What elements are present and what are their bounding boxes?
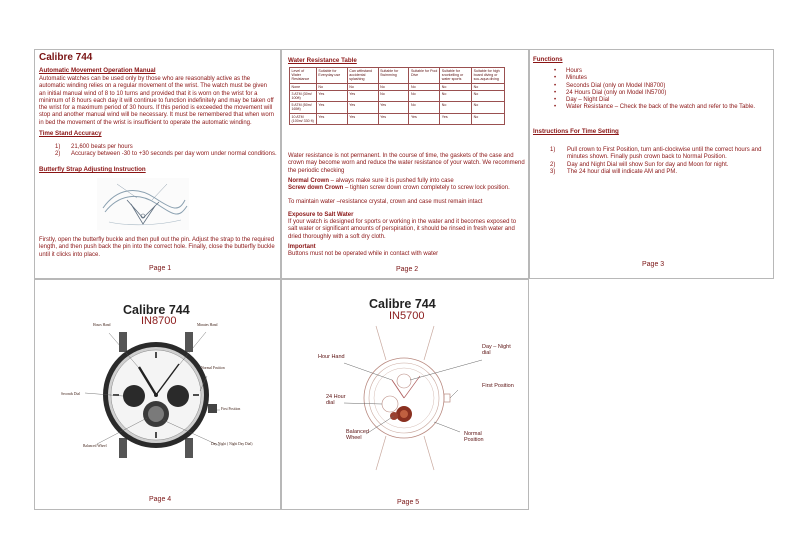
instruction-num: 2) <box>550 161 556 168</box>
label-seconds-dial: Seconds Dial <box>61 392 81 396</box>
page-5-model: IN5700 <box>389 310 425 322</box>
table-header-row <box>290 68 505 84</box>
instruction-item <box>550 169 768 176</box>
table-cell: No <box>378 83 409 90</box>
accuracy-item-text: 21,600 beats per hours <box>71 144 133 150</box>
table-header-cell: Can withstand accidental splashing <box>347 68 378 84</box>
table-row <box>290 113 505 124</box>
table-header-cell: Level of Water Resistance <box>290 68 317 84</box>
screw-crown-text: – tighten screw down crown completely to screw lock position. <box>343 185 510 191</box>
page-5-title: Calibre 744 <box>369 297 436 311</box>
function-item-text: Hours <box>566 68 583 74</box>
table-cell: No <box>440 102 472 113</box>
auto-movement-text: Automatic watches can be used only by those who are reasonably active as the automatic winding relies on a regular movement of the wrist. The watch must be given an initial manual wind of 8 to 10 turns and provided that it is worn on the wrist for a minimum of 8 hours each day it will continue to function indefinitely and may be taken off the wrist for a maximum period of 30 hours. If this period is exceeded the movement will stop and another manual wind will be necessary. It must be remembered that when worn in bed the movement of the wrist is insufficient to operate the automatic winding. <box>39 76 275 126</box>
table-cell: No <box>440 90 472 101</box>
table-cell: No <box>378 90 409 101</box>
functions-list <box>554 68 772 112</box>
list-item <box>554 68 772 75</box>
table-cell: No <box>472 90 505 101</box>
important-text: Buttons must not be operated while in contact with water <box>288 251 439 257</box>
instruction-text: The 24 hour dial will indicate AM and PM. <box>567 168 678 175</box>
function-item-text: Water Resistance – Check the back of the watch and refer to the Table. <box>566 104 756 111</box>
accuracy-item-text: Accuracy between -30 to +30 seconds per day worn under normal conditions. <box>71 151 277 158</box>
table-cell: No <box>440 83 472 90</box>
time-setting-list <box>550 147 768 176</box>
instruction-num: 3) <box>550 168 556 175</box>
page-1-title: Calibre 744 <box>39 52 93 63</box>
page-1 <box>34 49 281 279</box>
table-header-cell: Suitable for Pool Dive <box>409 68 440 84</box>
salt-water-heading: Exposure to Salt Water <box>288 212 354 218</box>
table-cell: Yes <box>378 102 409 113</box>
table-header-cell: Suitable for snorkelling or water sports <box>440 68 472 84</box>
list-item <box>554 104 772 111</box>
table-cell: No <box>409 102 440 113</box>
important-heading: Important <box>288 244 316 250</box>
table-cell: No <box>472 113 505 124</box>
screw-crown-line <box>288 185 526 192</box>
water-resistance-table <box>289 67 505 125</box>
label-balanced-wheel: Balanced Wheel <box>346 429 369 441</box>
table-cell: 10 ATM (100m/ 330 ft) <box>290 113 317 124</box>
table-row <box>290 90 505 101</box>
table-cell: Yes <box>409 113 440 124</box>
bullet-icon: • <box>554 68 557 74</box>
table-header-cell: Suitable for high board diving or scu-aqua diving <box>472 68 505 84</box>
table-cell: No <box>472 83 505 90</box>
table-cell: Yes <box>316 113 347 124</box>
label-24-hour-dial: 24 Hour dial <box>326 394 346 406</box>
table-header-cell: Suitable for Everyday use <box>316 68 347 84</box>
list-item <box>554 75 772 82</box>
label-minutes-hand: Minutes Hand <box>197 323 218 327</box>
table-cell: None <box>290 83 317 90</box>
page-3 <box>529 49 774 279</box>
strap-heading: Butterfly Strap Adjusting Instruction <box>39 166 146 173</box>
table-row <box>290 102 505 113</box>
page-4-model: IN8700 <box>141 315 177 327</box>
page-5-number: Page 5 <box>397 499 420 506</box>
instruction-text: Pull crown to First Position, turn anti-clockwise until the correct hours and minutes shown. Finally push crown back to Normal Position. <box>567 147 762 161</box>
function-item-text: 24 Hours Dial (only on Model IN5700) <box>566 89 667 96</box>
accuracy-list <box>55 144 280 159</box>
accuracy-item <box>55 144 280 151</box>
table-cell: 3 ATM (30m/ 100ft) <box>290 90 317 101</box>
bullet-icon: • <box>554 104 557 111</box>
page-2 <box>281 49 529 279</box>
table-cell: Yes <box>440 113 472 124</box>
normal-crown-text: – always make sure it is pushed fully into case <box>329 178 454 184</box>
table-cell: Yes <box>316 102 347 113</box>
table-cell: No <box>316 83 347 90</box>
table-cell: No <box>409 90 440 101</box>
instruction-num: 1) <box>550 147 556 153</box>
label-day-night-dial: Day – Night dial <box>482 344 511 356</box>
water-resistance-text: Water resistance is not permanent. In the course of time, the gaskets of the case and crown may become worn and reduce the water resistance of your watch. We recommend the periodic checking <box>288 153 525 174</box>
maintain-text: To maintain water –resistance crystal, crown and case must remain intact <box>288 199 483 205</box>
auto-movement-heading: Automatic Movement Operation Manual <box>39 67 156 74</box>
watch-diagram-in5700 <box>282 280 529 510</box>
functions-heading: Functions <box>533 56 563 63</box>
page-4 <box>34 279 281 510</box>
instruction-item <box>550 147 768 162</box>
bullet-icon: • <box>554 82 557 89</box>
bullet-icon: • <box>554 75 557 82</box>
label-hour-hand: Hour Hand <box>318 354 345 360</box>
page-1-number: Page 1 <box>149 265 172 272</box>
label-first-position: First Position <box>482 383 514 389</box>
time-setting-heading: Instructions For Time Setting <box>533 128 619 135</box>
label-hours-hand: Hours Hand <box>93 323 111 327</box>
instruction-item <box>550 162 768 169</box>
page-2-number: Page 2 <box>396 266 419 273</box>
table-cell: No <box>409 83 440 90</box>
page-3-number: Page 3 <box>642 261 665 268</box>
table-cell: Yes <box>347 102 378 113</box>
page-5 <box>281 279 529 510</box>
table-cell: 5 ATM (50m/ 165ft) <box>290 102 317 113</box>
screw-crown-label: Screw down Crown <box>288 185 344 191</box>
accuracy-heading: Time Stand Accuracy <box>39 130 102 137</box>
table-cell: Yes <box>378 113 409 124</box>
label-normal-position: Normal Position <box>201 366 225 370</box>
bullet-icon: • <box>554 97 557 104</box>
table-header-cell: Suitable for Swimming <box>378 68 409 84</box>
table-cell: No <box>347 83 378 90</box>
water-resistance-heading: Water Resistance Table <box>288 57 357 64</box>
table-row <box>290 83 505 90</box>
function-item-text: Minutes <box>566 75 588 82</box>
table-cell: Yes <box>347 90 378 101</box>
list-item <box>554 97 772 104</box>
table-cell: Yes <box>316 90 347 101</box>
page-4-title: Calibre 744 <box>123 303 190 317</box>
normal-crown-label: Normal Crown <box>288 178 330 184</box>
butterfly-strap-illustration <box>97 178 189 230</box>
strap-text: Firstly, open the butterfly buckle and then pull out the pin. Adjust the strap to the required length, and then push back the pin into the correct hole. Finally, close the butterfly buckle until it clicks into place. <box>39 237 275 258</box>
accuracy-item-num: 2) <box>55 151 61 158</box>
function-item-text: Day – Night Dial <box>566 97 610 104</box>
instruction-text: Day and Night Dial will show Sun for day and Moon for night. <box>567 161 729 168</box>
label-day-night-dial: Day Night ( Night Day Dial) <box>211 442 253 446</box>
label-normal-position: Normal Position <box>464 431 484 443</box>
list-item <box>554 90 772 97</box>
accuracy-item <box>55 151 280 158</box>
table-cell: No <box>472 102 505 113</box>
label-first-position: First Position <box>221 407 241 411</box>
list-item <box>554 83 772 90</box>
page-4-number: Page 4 <box>149 496 172 503</box>
label-balanced-wheel: Balanced Wheel <box>83 444 107 448</box>
salt-water-text: If your watch is designed for sports or working in the water and it becomes exposed to salt water or significant amounts of perspiration, it should be rinsed in fresh water and dried thoroughly with a soft dry cloth. <box>288 219 517 240</box>
accuracy-item-num: 1) <box>55 144 61 150</box>
bullet-icon: • <box>554 89 557 96</box>
table-cell: Yes <box>347 113 378 124</box>
function-item-text: Seconds Dial (only on Model IN8700) <box>566 82 666 89</box>
